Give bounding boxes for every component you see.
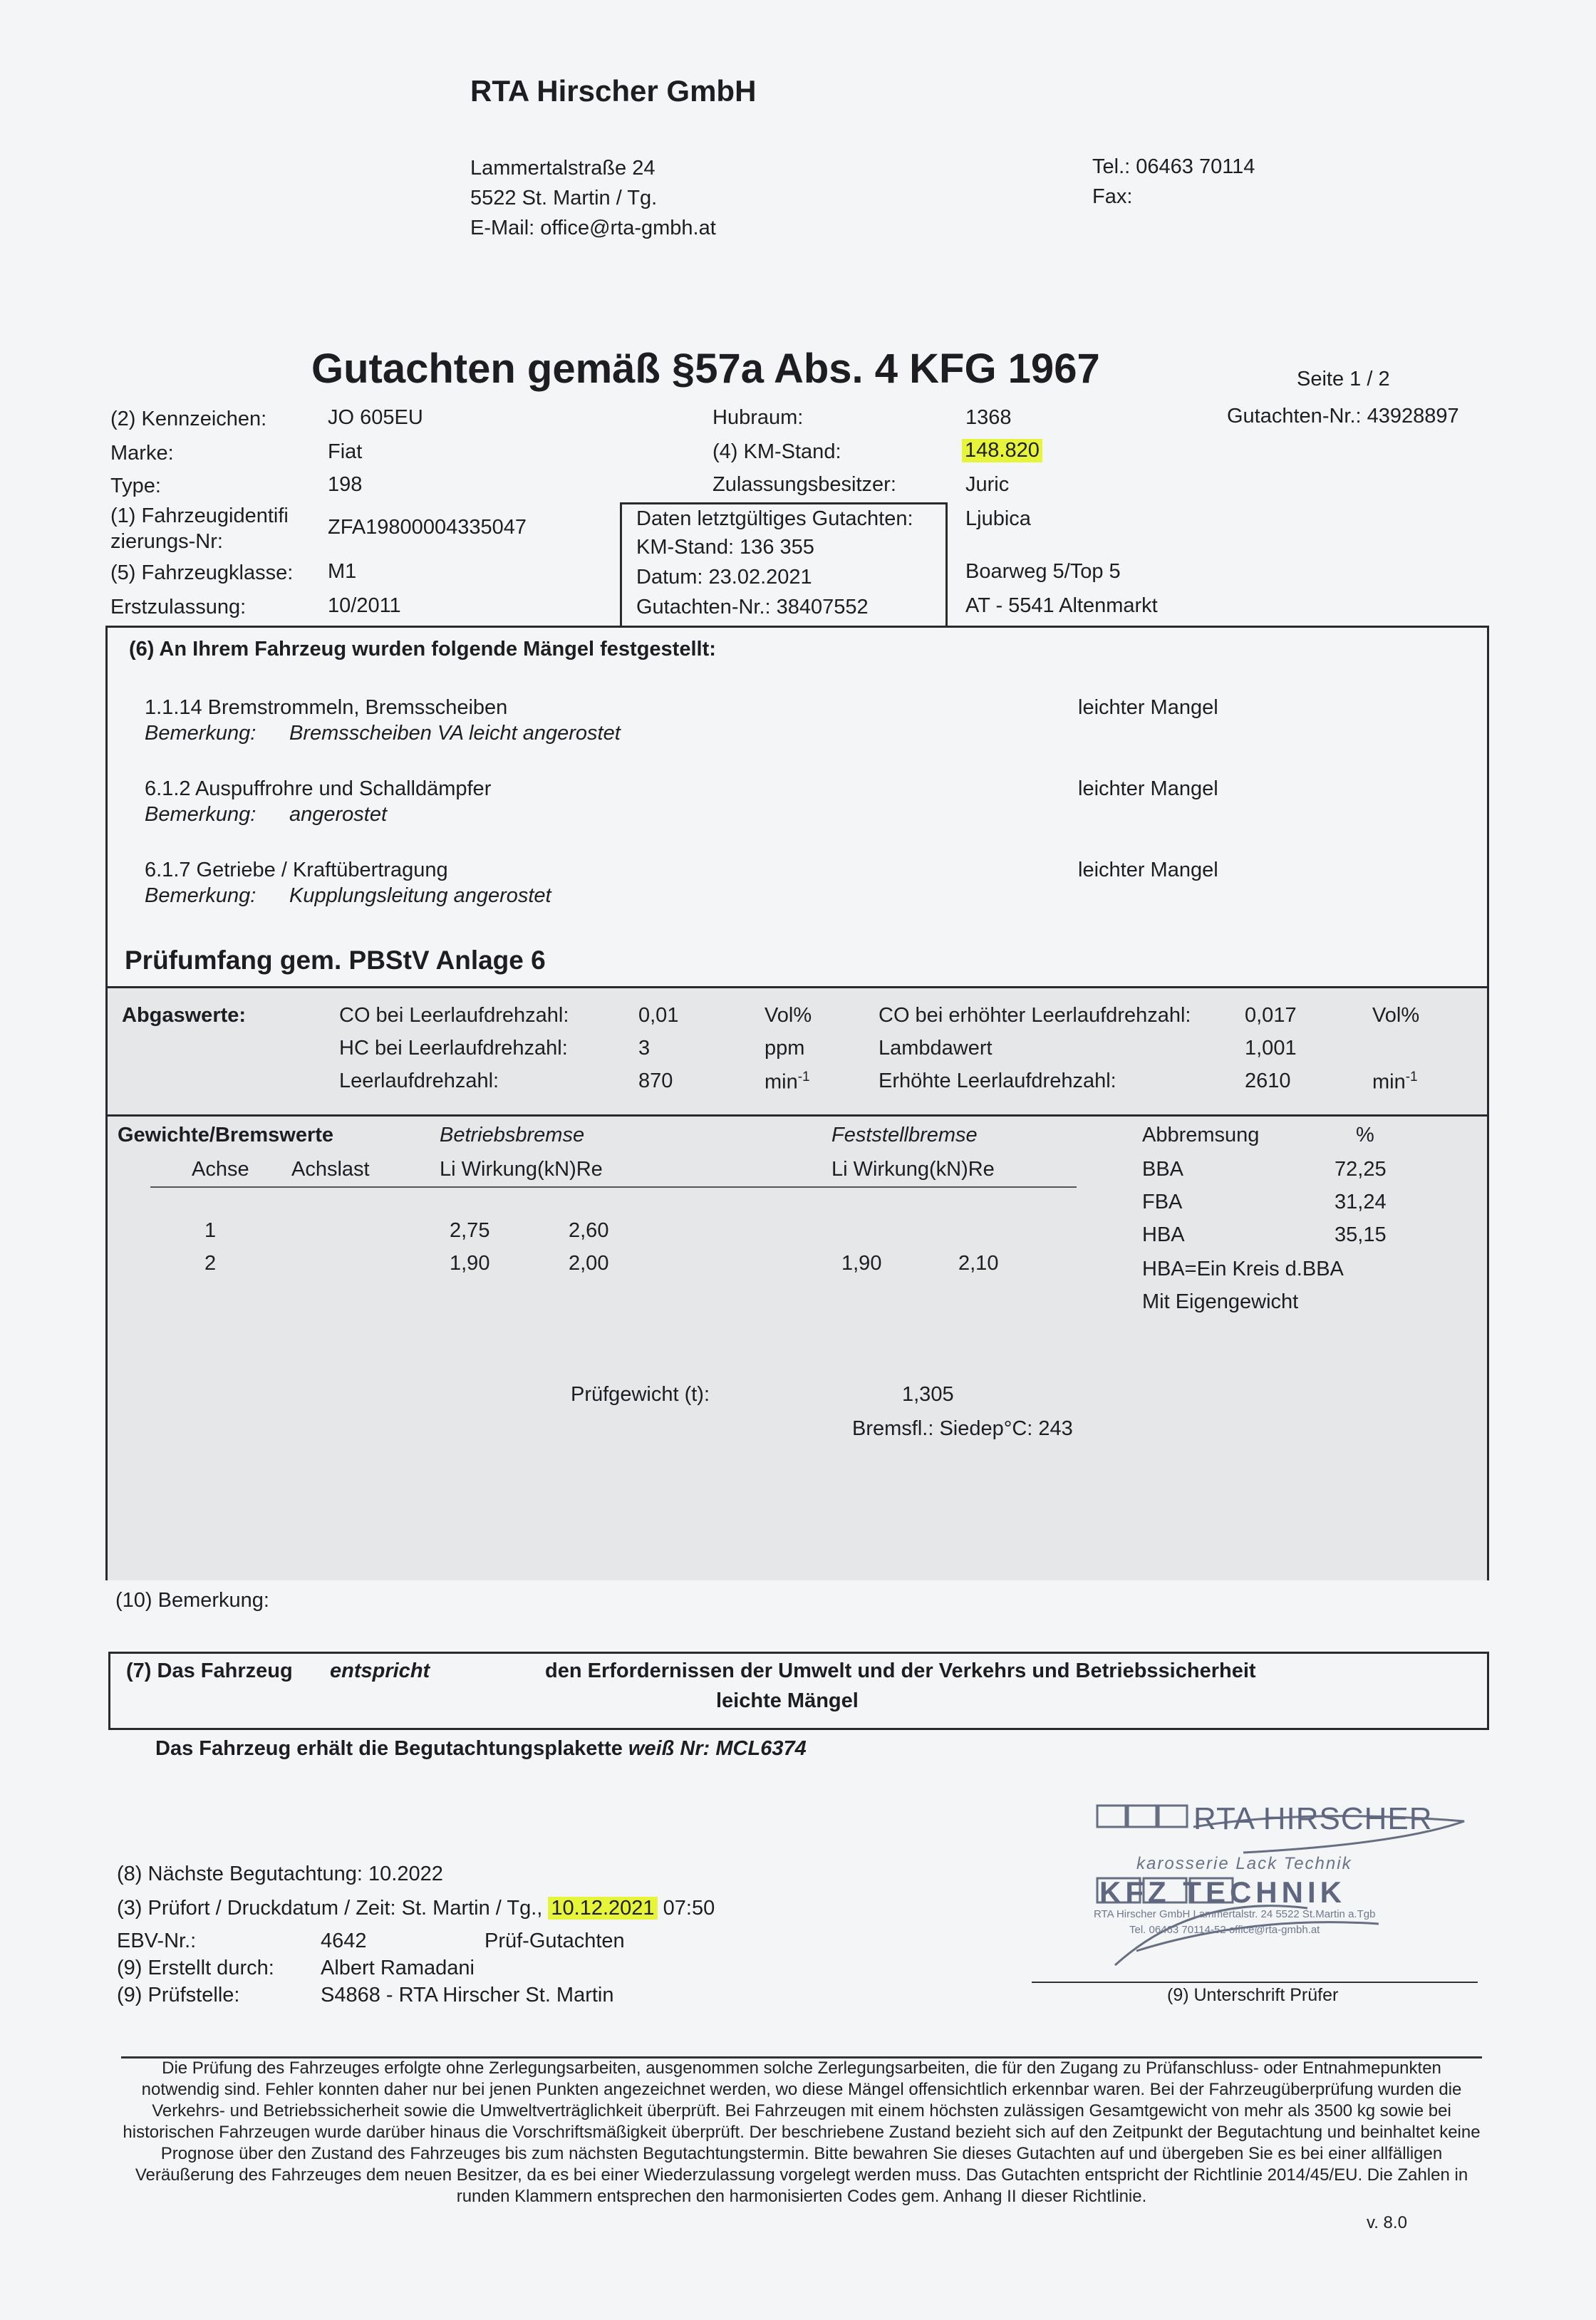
result-label: (7) Das Fahrzeug: [126, 1659, 293, 1682]
pruefort: (3) Prüfort / Druckdatum / Zeit: St. Martin / Tg., 10.12.2021 07:50: [117, 1897, 715, 1920]
exhaust-row1-value: 0,01: [638, 1004, 679, 1027]
exhaust-row3-value: 870: [638, 1070, 673, 1092]
naechste-begutachtung: (8) Nächste Begutachtung: 10.2022: [117, 1863, 443, 1885]
page-number: Seite 1 / 2: [1297, 368, 1390, 390]
defect-1-code: 1.1.14 Bremstrommeln, Bremsscheiben: [145, 696, 508, 719]
signature-line: [1032, 1982, 1478, 1983]
exhaust-row1-label: CO bei Leerlaufdrehzahl:: [339, 1004, 569, 1027]
defect-3-severity: leichter Mangel: [1078, 859, 1218, 881]
pruefstelle-label: (9) Prüfstelle:: [117, 1984, 240, 2006]
exhaust-row3-label: Leerlaufdrehzahl:: [339, 1070, 499, 1092]
feststellbremse-heading: Feststellbremse: [831, 1124, 978, 1146]
axle-2-feststell-left: 1,90: [841, 1252, 882, 1275]
axle-2-number: 2: [204, 1252, 217, 1275]
company-email: E-Mail: office@rta-gmbh.at: [470, 217, 716, 239]
defect-1-remark: Bremsscheiben VA leicht angerostet: [289, 722, 621, 745]
stamp-line-1: RTA HIRSCHER: [1193, 1801, 1433, 1836]
defect-1-remark-label: Bemerkung:: [145, 722, 256, 745]
fba-value: 31,24: [1335, 1191, 1387, 1213]
exhaust-row2-value: 3: [638, 1037, 651, 1060]
exhaust-row1-unit2: Vol%: [1372, 1004, 1420, 1027]
axle-2-betriebs-right: 2,00: [569, 1252, 609, 1275]
previous-heading: Daten letztgültiges Gutachten:: [636, 507, 913, 530]
ebv-type: Prüf-Gutachten: [484, 1930, 625, 1952]
exhaust-row2-unit: ppm: [765, 1037, 805, 1060]
fin-value: ZFA19800004335047: [328, 516, 527, 539]
abbremsung-heading: Abbremsung: [1142, 1124, 1260, 1146]
result-defects: leichte Mängel: [716, 1689, 859, 1712]
exhaust-row1-label2: CO bei erhöhter Leerlaufdrehzahl:: [879, 1004, 1191, 1027]
bba-label: BBA: [1142, 1158, 1184, 1181]
ebv-value: 4642: [321, 1930, 367, 1952]
pruefstelle-value: S4868 - RTA Hirscher St. Martin: [321, 1984, 614, 2006]
pruefgewicht-value: 1,305: [902, 1383, 954, 1406]
erstzulassung-label: Erstzulassung:: [110, 596, 247, 618]
besitzer-address-1: Boarweg 5/Top 5: [965, 560, 1121, 583]
defect-2-remark: angerostet: [289, 803, 388, 826]
klasse-value: M1: [328, 560, 357, 583]
km-value: 148.820: [962, 439, 1042, 462]
company-city: 5522 St. Martin / Tg.: [470, 187, 658, 209]
company-tel: Tel.: 06463 70114: [1092, 155, 1255, 178]
erstellt-value: Albert Ramadani: [321, 1957, 475, 1979]
besitzer-name-2: Ljubica: [965, 507, 1031, 530]
fba-label: FBA: [1142, 1191, 1183, 1213]
brakes-heading: Gewichte/Bremswerte: [118, 1124, 334, 1146]
klasse-label: (5) Fahrzeugklasse:: [110, 561, 294, 584]
type-value: 198: [328, 473, 363, 496]
exhaust-row3-label2: Erhöhte Leerlaufdrehzahl:: [879, 1070, 1116, 1092]
defect-3-remark-label: Bemerkung:: [145, 884, 256, 907]
defect-2-code: 6.1.2 Auspuffrohre und Schalldämpfer: [145, 777, 492, 800]
marke-label: Marke:: [110, 442, 174, 465]
hubraum-label: Hubraum:: [712, 406, 804, 429]
besitzer-name-1: Juric: [965, 473, 1010, 496]
result-box: [108, 1652, 1489, 1730]
axle-1-betriebs-left: 2,75: [450, 1219, 490, 1242]
erstzulassung-value: 10/2011: [328, 594, 401, 617]
stamp-line-5: Tel. 06463 70114-52 office@rta-gmbh.at: [1129, 1924, 1320, 1936]
betriebsbremse-heading: Betriebsbremse: [440, 1124, 585, 1146]
defect-3-code: 6.1.7 Getriebe / Kraftübertragung: [145, 859, 448, 881]
fin-label-1: (1) Fahrzeugidentifi: [110, 504, 289, 527]
defect-1-severity: leichter Mangel: [1078, 696, 1218, 719]
defects-heading: (6) An Ihrem Fahrzeug wurden folgende Mängel festgestellt:: [129, 638, 716, 661]
hba-value: 35,15: [1335, 1223, 1387, 1246]
brakes-header-line: [150, 1186, 1077, 1188]
exhaust-row2-label2: Lambdawert: [879, 1037, 993, 1060]
marke-value: Fiat: [328, 440, 363, 463]
signature-label: (9) Unterschrift Prüfer: [1167, 1985, 1339, 2005]
km-label: (4) KM-Stand:: [712, 440, 841, 463]
company-stamp: [1094, 1801, 1478, 1979]
ebv-label: EBV-Nr.:: [117, 1930, 197, 1952]
result-statement: den Erfordernissen der Umwelt und der Verkehrs und Betriebssicherheit: [545, 1659, 1256, 1682]
type-label: Type:: [110, 475, 161, 497]
besitzer-label: Zulassungsbesitzer:: [712, 473, 896, 496]
plakette-text: Das Fahrzeug erhält die Begutachtungsplakette weiß Nr: MCL6374: [155, 1737, 807, 1760]
measurement-panel: [108, 986, 1487, 1580]
kennzeichen-value: JO 605EU: [328, 406, 423, 429]
axle-1-number: 1: [204, 1219, 217, 1242]
company-street: Lammertalstraße 24: [470, 157, 656, 180]
document-title: Gutachten gemäß §57a Abs. 4 KFG 1967: [311, 346, 1100, 392]
besitzer-address-2: AT - 5541 Altenmarkt: [965, 594, 1158, 617]
exhaust-row3-unit: $\min^{-1}$: [765, 1070, 810, 1094]
achse-header: Achse: [192, 1158, 249, 1181]
bremsfluessigkeit: Bremsfl.: Siedep°C: 243: [852, 1417, 1073, 1440]
stamp-line-4: RTA Hirscher GmbH Lammertalstr. 24 5522 St.Martin a.Tgb: [1094, 1908, 1376, 1920]
axle-1-betriebs-right: 2,60: [569, 1219, 609, 1242]
inspection-box: [105, 626, 1489, 1580]
hubraum-value: 1368: [965, 406, 1012, 429]
exhaust-row2-value2: 1,001: [1245, 1037, 1297, 1060]
exhaust-divider: [108, 1114, 1487, 1117]
fin-label-2: zierungs-Nr:: [110, 530, 223, 553]
achslast-header: Achslast: [291, 1158, 370, 1181]
pruefumfang-heading: Prüfumfang gem. PBStV Anlage 6: [125, 946, 546, 975]
exhaust-row1-unit: Vol%: [765, 1004, 812, 1027]
betriebs-wirkung-header: Li Wirkung(kN)Re: [440, 1158, 603, 1181]
stamp-line-3: KFZ TECHNIK: [1099, 1875, 1346, 1909]
gutachten-number: Gutachten-Nr.: 43928897: [1227, 405, 1459, 428]
hba-label: HBA: [1142, 1223, 1185, 1246]
exhaust-row2-label: HC bei Leerlaufdrehzahl:: [339, 1037, 568, 1060]
exhaust-label: Abgaswerte:: [122, 1004, 247, 1027]
stamp-line-2: karosserie Lack Technik: [1136, 1854, 1352, 1873]
form-version: v. 8.0: [1367, 2213, 1407, 2232]
previous-report-box: [620, 502, 948, 626]
company-name: RTA Hirscher GmbH: [470, 74, 757, 108]
erstellt-label: (9) Erstellt durch:: [117, 1957, 274, 1979]
company-fax: Fax:: [1092, 185, 1133, 208]
defect-3-remark: Kupplungsleitung angerostet: [289, 884, 551, 907]
eigengewicht-note: Mit Eigengewicht: [1142, 1290, 1299, 1313]
exhaust-row3-value2: 2610: [1245, 1070, 1291, 1092]
footer-disclaimer: Die Prüfung des Fahrzeuges erfolgte ohne Zerlegungsarbeiten, ausgenommen solche Zerlegungsarbeiten, die für den Zugang zu Prüfanschluss- oder Entnahmepunkten notwendig sind. Fehler konnten daher nur bei jenen Punkten angezeichnet werden, wo diese Mängel offensichtlich erkennbar waren. Bei der Fahrzeugüberprüfung wurden die Verkehrs- und Betriebssicherheit sowie die Umweltverträglichkeit überprüft. Bei Fahrzeugen mit einem höchsten zulässigen Gesamtgewicht von mehr als 3500 kg sowie bei historischen Fahrzeugen wurde darüber hinaus die Vorschriftsmäßigkeit überprüft. Der beschriebene Zustand bezieht sich auf den Zeitpunkt der Begutachtung und beinhaltet keine Prognose über den Zustand des Fahrzeuges bis zum nächsten Begutachtungstermin. Bitte bewahren Sie dieses Gutachten auf und übergeben Sie es bei einer allfälligen Veräußerung des Fahrzeuges dem neuen Besitzer, da es bei einer Wiederzulassung vorgelegt werden muss. Das Gutachten entspricht der Richtlinie 2014/45/EU. Die Zahlen in runden Klammern entsprechen den harmonisierten Codes gem. Anhang II dieser Richtlinie.: [123, 2059, 1481, 2206]
percent-heading: %: [1356, 1124, 1374, 1146]
previous-km: KM-Stand: 136 355: [636, 536, 814, 559]
bba-value: 72,25: [1335, 1158, 1387, 1181]
previous-date: Datum: 23.02.2021: [636, 566, 812, 589]
exhaust-row3-unit2: $\min^{-1}$: [1372, 1070, 1418, 1094]
feststell-wirkung-header: Li Wirkung(kN)Re: [831, 1158, 995, 1181]
defect-2-remark-label: Bemerkung:: [145, 803, 256, 826]
previous-number: Gutachten-Nr.: 38407552: [636, 596, 869, 618]
pruefgewicht-label: Prüfgewicht (t):: [571, 1383, 710, 1406]
defect-2-severity: leichter Mangel: [1078, 777, 1218, 800]
hba-note: HBA=Ein Kreis d.BBA: [1142, 1258, 1344, 1280]
kennzeichen-label: (2) Kennzeichen:: [110, 408, 267, 430]
exhaust-row1-value2: 0,017: [1245, 1004, 1297, 1027]
bemerkung-label: (10) Bemerkung:: [115, 1589, 269, 1612]
axle-2-betriebs-left: 1,90: [450, 1252, 490, 1275]
axle-2-feststell-right: 2,10: [958, 1252, 999, 1275]
result-status: entspricht: [330, 1659, 430, 1682]
